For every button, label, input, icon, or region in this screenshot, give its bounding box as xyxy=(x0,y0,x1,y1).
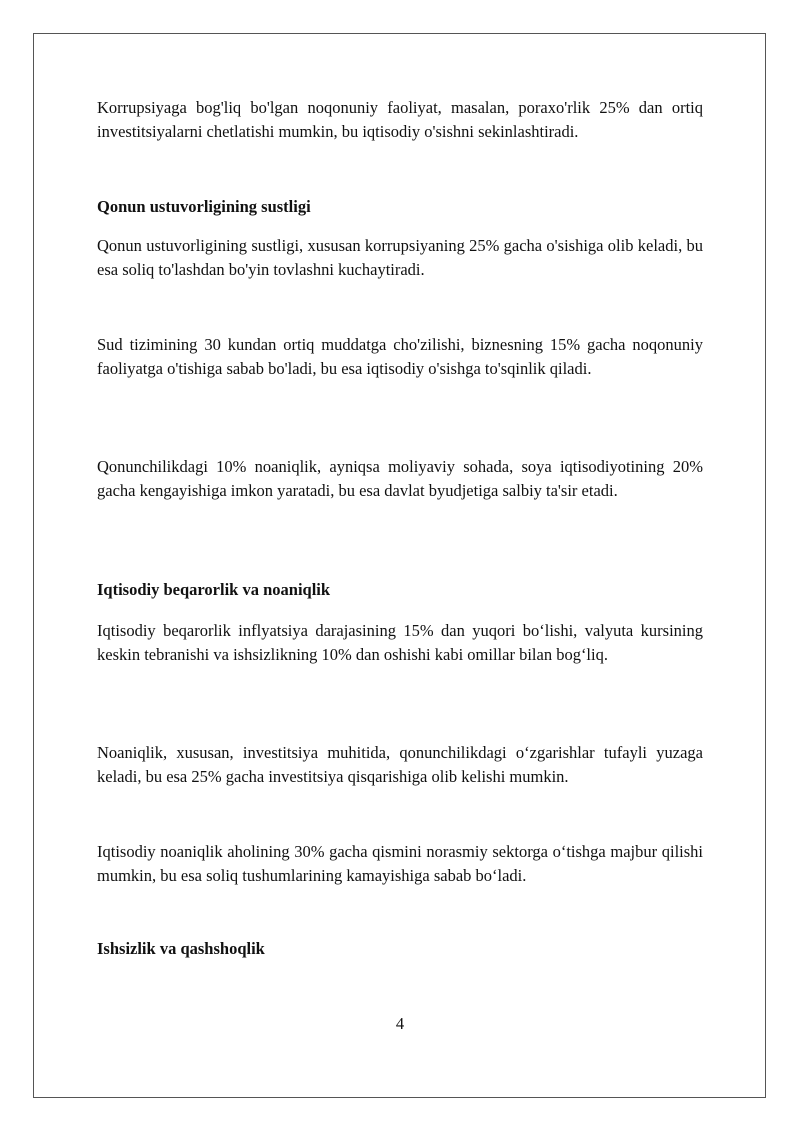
paragraph-corruption-investment: Korrupsiyaga bog'liq bo'lgan noqonuniy faoliyat, masalan, poraxo'rlik 25% dan ortiq investitsiyalarni chetlatishi mumkin, bu iqtisodiy o'sishni sekinlashtiradi. xyxy=(97,98,703,141)
heading-unemployment-poverty: Ishsizlik va qashshoqlik xyxy=(97,939,265,958)
paragraph-economic-instability: Iqtisodiy beqarorlik inflyatsiya darajasining 15% dan yuqori bo‘lishi, valyuta kursining keskin tebranishi va ishsizlikning 10% dan oshishi kabi omillar bilan bog‘liq. xyxy=(97,621,703,664)
paragraph-rule-of-law: Qonun ustuvorligining sustligi, xususan korrupsiyaning 25% gacha o'sishiga olib keladi, bu esa soliq to'lashdan bo'yin tovlashni kuchaytiradi. xyxy=(97,236,703,279)
paragraph-legislation-uncertainty: Qonunchilikdagi 10% noaniqlik, ayniqsa moliyaviy sohada, soya iqtisodiyotining 20% gacha kengayishiga imkon yaratadi, bu esa davlat byudjetiga salbiy ta'sir etadi. xyxy=(97,457,703,500)
page-number: 4 xyxy=(395,1014,405,1033)
paragraph-investment-uncertainty: Noaniqlik, xususan, investitsiya muhitida, qonunchilikdagi o‘zgarishlar tufayli yuzaga keladi, bu esa 25% gacha investitsiya qisqarishiga olib kelishi mumkin. xyxy=(97,743,703,786)
heading-rule-of-law: Qonun ustuvorligining sustligi xyxy=(97,197,311,216)
heading-economic-instability: Iqtisodiy beqarorlik va noaniqlik xyxy=(97,580,331,599)
paragraph-court-delays: Sud tizimining 30 kundan ortiq muddatga cho'zilishi, biznesning 15% gacha noqonuniy faoliyatga o'tishiga sabab bo'ladi, bu esa iqtisodiy o'sishga to'sqinlik qiladi. xyxy=(97,335,703,378)
paragraph-informal-sector: Iqtisodiy noaniqlik aholining 30% gacha qismini norasmiy sektorga o‘tishga majbur qilishi mumkin, bu esa soliq tushumlarining kamayishiga sabab bo‘ladi. xyxy=(97,842,703,885)
